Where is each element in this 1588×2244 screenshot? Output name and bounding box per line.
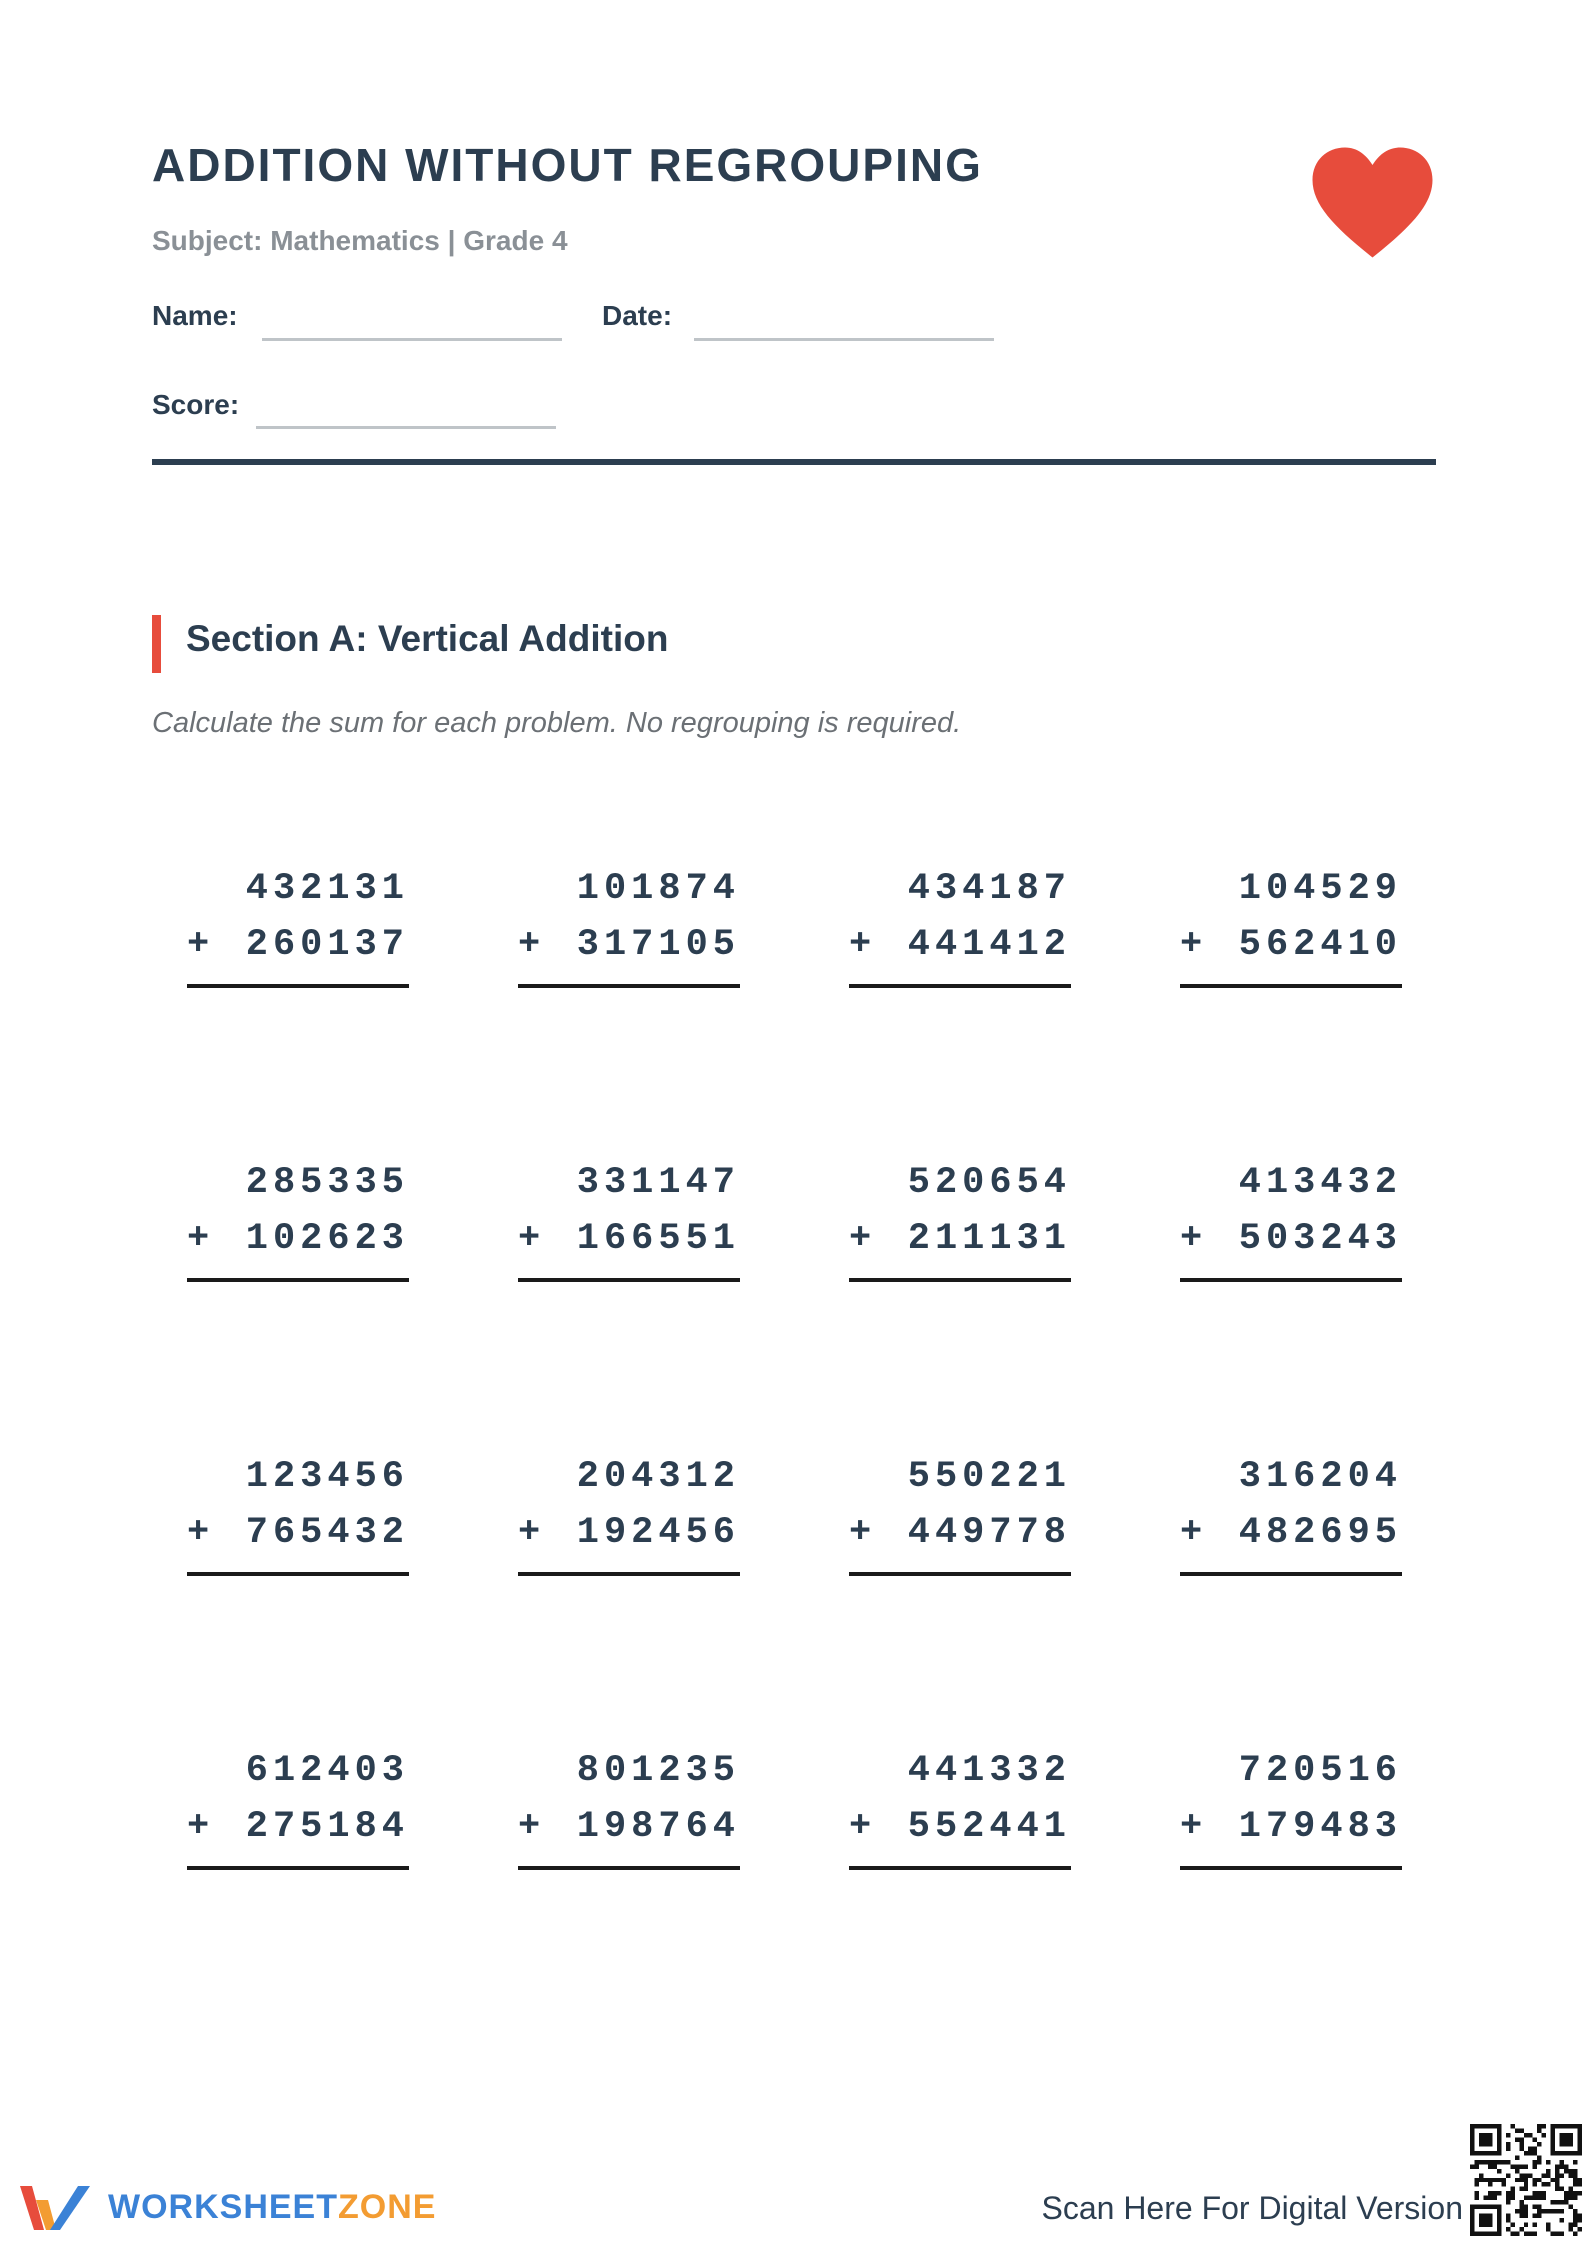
addend-bottom: 198764 xyxy=(576,1806,740,1848)
addition-problem xyxy=(849,868,1071,998)
section-title: Section A: Vertical Addition xyxy=(186,618,669,659)
addition-problem xyxy=(1180,868,1402,998)
addend-bottom: 552441 xyxy=(907,1806,1071,1848)
sum-line xyxy=(187,1278,409,1282)
sum-line xyxy=(1180,1572,1402,1576)
plus-sign: + xyxy=(1180,1218,1203,1260)
addition-problem xyxy=(518,1750,740,1880)
addend-bottom: 102623 xyxy=(245,1218,409,1260)
addend-bottom: 179483 xyxy=(1238,1806,1402,1848)
sum-line xyxy=(518,984,740,988)
addend-top: 316204 xyxy=(1238,1456,1402,1498)
plus-sign: + xyxy=(518,1218,541,1260)
date-field-line[interactable] xyxy=(694,338,994,341)
addition-problem xyxy=(187,1750,409,1880)
addend-top: 331147 xyxy=(576,1162,740,1204)
brand-part-1: WORKSHEET xyxy=(108,2188,338,2226)
addend-bottom: 765432 xyxy=(245,1512,409,1554)
addend-bottom: 503243 xyxy=(1238,1218,1402,1260)
section-accent-bar xyxy=(152,615,161,673)
plus-sign: + xyxy=(187,1218,210,1260)
plus-sign: + xyxy=(1180,1512,1203,1554)
addend-top: 432131 xyxy=(245,868,409,910)
addend-bottom: 275184 xyxy=(245,1806,409,1848)
addition-problem xyxy=(518,868,740,998)
addend-bottom: 441412 xyxy=(907,924,1071,966)
sum-line xyxy=(849,1866,1071,1870)
sum-line xyxy=(518,1278,740,1282)
qr-code-icon[interactable] xyxy=(1470,2124,1582,2236)
addition-problem xyxy=(849,1456,1071,1586)
worksheetzone-logo-icon xyxy=(16,2180,96,2236)
sum-line xyxy=(518,1572,740,1576)
worksheet-title: ADDITION WITHOUT REGROUPING xyxy=(152,139,983,191)
plus-sign: + xyxy=(849,1512,872,1554)
addend-top: 123456 xyxy=(245,1456,409,1498)
score-label: Score: xyxy=(152,389,240,420)
addend-top: 720516 xyxy=(1238,1750,1402,1792)
addend-top: 441332 xyxy=(907,1750,1071,1792)
sum-line xyxy=(849,1278,1071,1282)
section-instructions: Calculate the sum for each problem. No regrouping is required. xyxy=(152,707,962,739)
addend-top: 550221 xyxy=(907,1456,1071,1498)
addend-top: 801235 xyxy=(576,1750,740,1792)
plus-sign: + xyxy=(518,1806,541,1848)
addend-bottom: 192456 xyxy=(576,1512,740,1554)
addend-top: 101874 xyxy=(576,868,740,910)
plus-sign: + xyxy=(187,1806,210,1848)
sum-line xyxy=(849,1572,1071,1576)
name-field-line[interactable] xyxy=(262,338,562,341)
addition-problem xyxy=(1180,1162,1402,1292)
name-label: Name: xyxy=(152,300,238,331)
sum-line xyxy=(187,1866,409,1870)
sum-line xyxy=(1180,984,1402,988)
addend-bottom: 449778 xyxy=(907,1512,1071,1554)
worksheet-subtitle: Subject: Mathematics | Grade 4 xyxy=(152,225,568,256)
plus-sign: + xyxy=(849,924,872,966)
header-divider xyxy=(152,459,1436,465)
brand-name xyxy=(108,2188,436,2227)
plus-sign: + xyxy=(1180,924,1203,966)
plus-sign: + xyxy=(1180,1806,1203,1848)
addend-bottom: 166551 xyxy=(576,1218,740,1260)
addend-bottom: 317105 xyxy=(576,924,740,966)
addend-top: 413432 xyxy=(1238,1162,1402,1204)
addend-bottom: 482695 xyxy=(1238,1512,1402,1554)
sum-line xyxy=(1180,1278,1402,1282)
addend-bottom: 562410 xyxy=(1238,924,1402,966)
sum-line xyxy=(1180,1866,1402,1870)
sum-line xyxy=(849,984,1071,988)
score-field-line[interactable] xyxy=(256,426,556,429)
addition-problem xyxy=(849,1750,1071,1880)
addition-problem xyxy=(849,1162,1071,1292)
plus-sign: + xyxy=(187,1512,210,1554)
addend-top: 434187 xyxy=(907,868,1071,910)
plus-sign: + xyxy=(849,1806,872,1848)
addition-problem xyxy=(1180,1750,1402,1880)
addend-top: 285335 xyxy=(245,1162,409,1204)
date-label: Date: xyxy=(602,300,673,331)
addition-problem xyxy=(518,1456,740,1586)
sum-line xyxy=(187,984,409,988)
addition-problem xyxy=(187,868,409,998)
addition-problem xyxy=(518,1162,740,1292)
addition-problem xyxy=(187,1162,409,1292)
addend-top: 520654 xyxy=(907,1162,1071,1204)
sum-line xyxy=(518,1866,740,1870)
scan-text: Scan Here For Digital Version xyxy=(1041,2190,1463,2226)
heart-icon xyxy=(1310,145,1435,260)
brand-part-2: ZONE xyxy=(338,2188,437,2226)
addend-bottom: 211131 xyxy=(907,1218,1071,1260)
sum-line xyxy=(187,1572,409,1576)
addend-top: 104529 xyxy=(1238,868,1402,910)
addend-bottom: 260137 xyxy=(245,924,409,966)
plus-sign: + xyxy=(518,924,541,966)
addition-problem xyxy=(187,1456,409,1586)
plus-sign: + xyxy=(518,1512,541,1554)
addition-problem xyxy=(1180,1456,1402,1586)
addend-top: 612403 xyxy=(245,1750,409,1792)
addend-top: 204312 xyxy=(576,1456,740,1498)
plus-sign: + xyxy=(849,1218,872,1260)
plus-sign: + xyxy=(187,924,210,966)
